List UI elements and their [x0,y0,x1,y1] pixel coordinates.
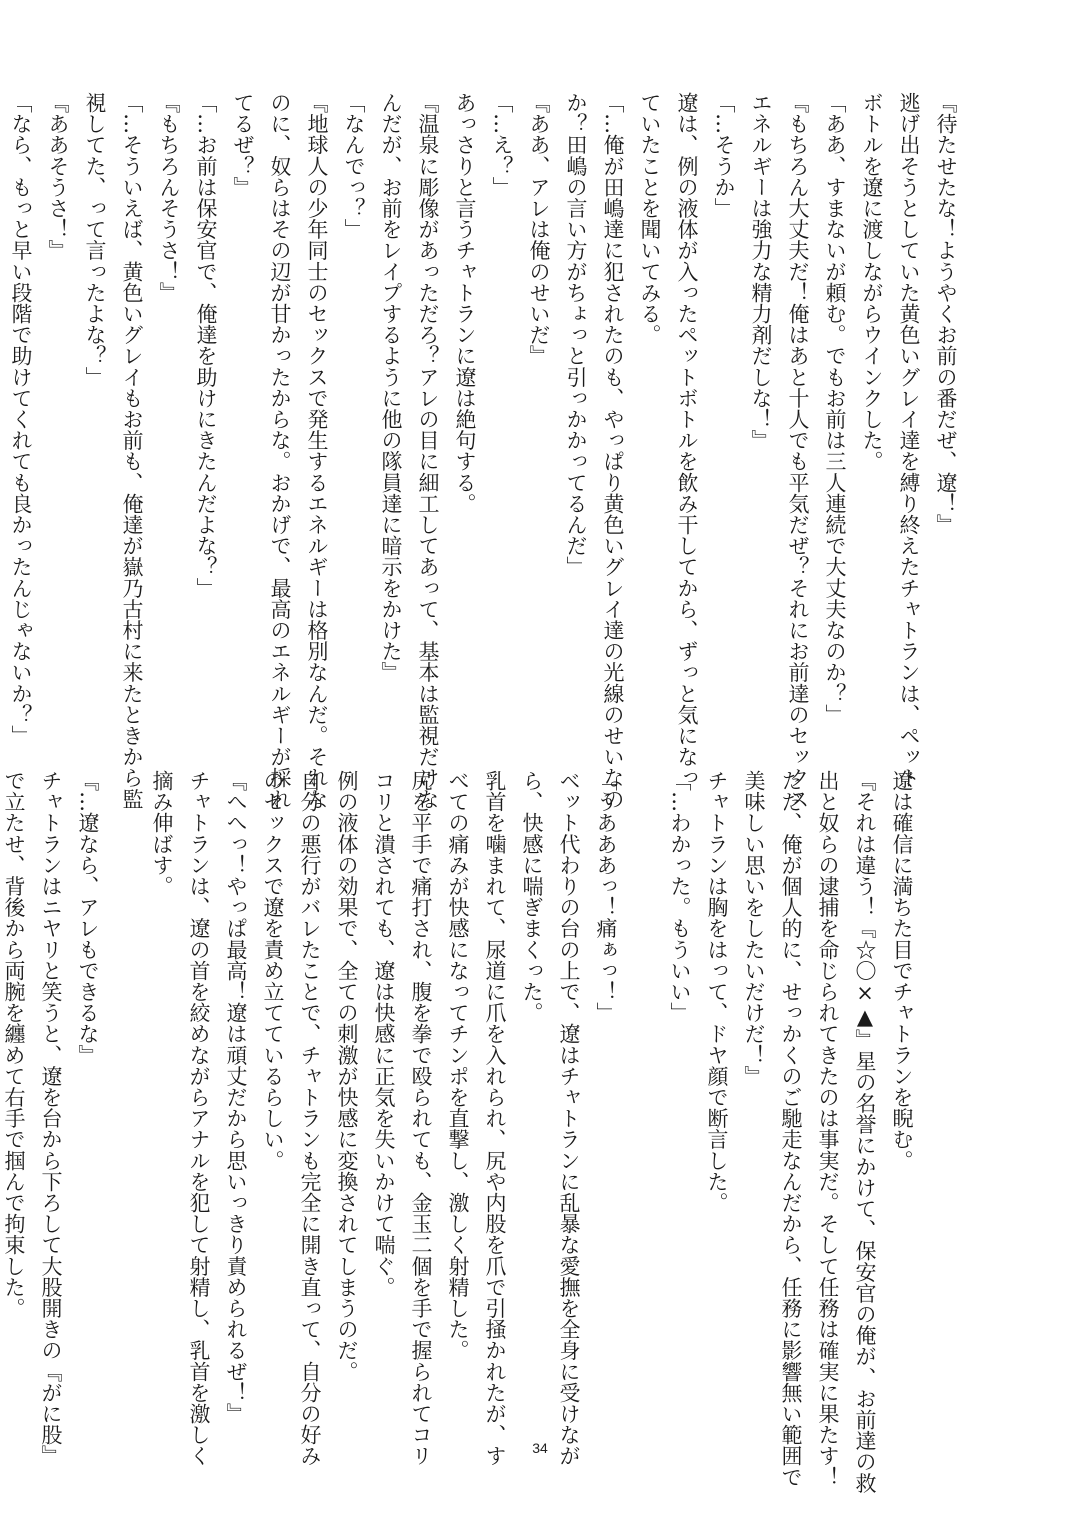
text-line: 「…お前は保安官で、俺達を助けにきたんだよな？」 [194,92,218,599]
text-line: 『ああ、アレは俺のせいだ』 [527,92,551,367]
text-line: 乳首を噛まれて、尿道に爪を入れられ、尻や内股を爪で引掻かれたが、す [483,770,507,1467]
text-line: 美味しい思いをしたいだけだ！』 [742,770,766,1087]
text-line: 例の液体の効果で、全ての刺激が快感に変換されてしまうのだ。 [335,770,359,1382]
text-line: ベット代わりの台の上で、遼はチャトランに乱暴な愛撫を全身に受けなが [557,770,581,1467]
page-number: 34 [532,1440,548,1456]
text-line: 摘み伸ばす。 [150,770,174,897]
text-line: 『それは違う！『☆〇×▲』星の名誉にかけて、保安官の俺が、お前達の救 [853,770,877,1494]
text-line: 「うあああっ！痛ぁっ！」 [594,770,618,1024]
text-line: 遼は確信に満ちた目でチャトランを睨む。 [890,770,914,1171]
text-line: のに、奴らはその辺が甘かったからな。おかげで、最高のエネルギーが採れ [268,92,292,810]
text-line: 「なら、もっと早い段階で助けてくれても良かったんじゃないか？」 [9,92,33,747]
text-line: チャトランはニヤリと笑うと、遼を台から下ろして大股開きの『がに股』 [39,770,63,1467]
text-line: 「…わかった。もういい」 [668,770,692,1024]
text-line: 視してた、って言ったよな？」 [83,92,107,388]
text-line: ら、快感に喘ぎまくった。 [520,770,544,1024]
text-line: 「…俺が田嶋達に犯されたのも、やっぱり黄色いグレイ達の光線のせいなの [601,92,625,810]
text-line: コリと潰されても、遼は快感に正気を失いかけて喘ぐ。 [372,770,396,1298]
text-line: のセックスで遼を責め立てているらしい。 [261,770,285,1171]
top-text-block [9,92,964,810]
text-line [106,770,143,1385]
text-line: 「なんでっ？」 [342,92,366,240]
text-line: 『もちろん大丈夫だ！俺はあと十人でも平気だぜ？それにお前達のセックス [786,92,810,810]
text-line: 『へへっ！やっぱ最高！遼は頑丈だから思いっきり責められるぜ！』 [224,770,248,1425]
text-line: てるぜ？』 [231,92,255,198]
text-line: 『温泉に彫像があっただろ？アレの目に細工してあって、基本は監視だけな [416,92,440,810]
text-line: 出と奴らの逮捕を命じられてきたのは事実だ。そして任務は確実に果たす！ [816,770,840,1488]
text-line: か？田嶋の言い方がちょっと引っかかってるんだ」 [564,92,588,578]
text-line: 尻を平手で痛打され、腹を拳で殴られても、金玉二個を手で握られてコリ [409,770,433,1467]
text-line: 『待たせたな！ようやくお前の番だぜ、遼！』 [934,92,958,536]
text-line: ただ、俺が個人的に、せっかくのご馳走なんだから、任務に影響無い範囲で [779,770,803,1488]
text-line: あっさりと言うチャトランに遼は絶句する。 [453,92,477,514]
text-line [624,770,661,1385]
text-line: 『地球人の少年同士のセックスで発生するエネルギーは格別なんだ。それな [305,92,329,810]
text-line: エネルギーは強力な精力剤だしな！』 [749,92,773,451]
text-line: 「ああ、すまないが頼む。でもお前は三人連続で大丈夫なのか？」 [823,92,847,725]
text-line: 自分の悪行がバレたことで、チャトランも完全に開き直って、自分の好み [298,770,322,1467]
text-line: ボトルを遼に渡しながらウインクした。 [860,92,884,472]
text-line: 「…え？」 [490,92,514,198]
text-line: 「…そうか」 [712,92,736,219]
text-line: 『もちろんそうさ！』 [157,92,181,303]
text-line: 『…遼なら、アレもできるな』 [76,770,100,1066]
text-line: 「…そういえば、黄色いグレイもお前も、俺達が嶽乃古村に来たときから監 [120,92,144,810]
text-line: 『ああそうさ！』 [46,92,70,261]
text-line: チャトランは、遼の首を絞めながらアナルを犯して射精し、乳首を激しく [187,770,211,1467]
text-line: んだが、お前をレイプするように他の隊員達に暗示をかけた』 [379,92,403,683]
text-line: チャトランは胸をはって、ドヤ顔で断言した。 [705,770,729,1214]
text-line: で立たせ、背後から両腕を纏めて右手で掴んで拘束した。 [2,770,26,1319]
text-line: 逃げ出そうとしていた黄色いグレイ達を縛り終えたチャトランは、ペット [897,92,921,789]
text-line: 遼は、例の液体が入ったペットボトルを飲み干してから、ずっと気になっ [675,92,699,789]
text-line: べての痛みが快感になってチンポを直撃し、激しく射精した。 [446,770,470,1361]
text-line: ていたことを聞いてみる。 [638,92,662,346]
